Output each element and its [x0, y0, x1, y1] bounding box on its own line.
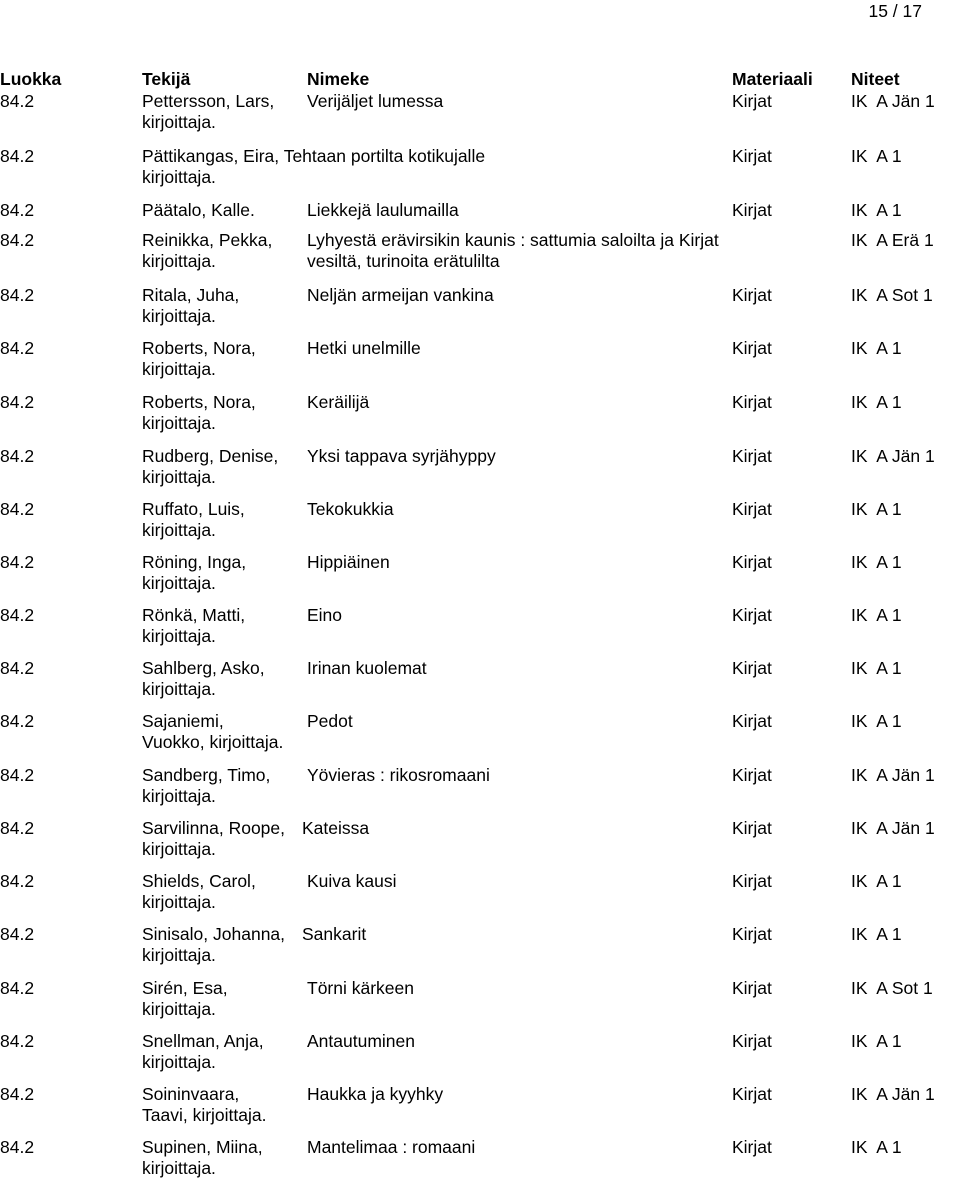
cell-luokka: 84.2	[0, 91, 35, 111]
cell-tekija-line2: kirjoittaja.	[142, 626, 216, 646]
cell-luokka: 84.2	[0, 871, 35, 891]
header-tekija: Tekijä	[142, 69, 191, 89]
table-row	[0, 818, 960, 866]
cell-niteet: IK A 1	[851, 499, 902, 519]
cell-tekija-line2: kirjoittaja.	[142, 112, 216, 132]
cell-tekija-line1: Roberts, Nora,	[142, 338, 256, 358]
cell-tekija-line2: kirjoittaja.	[142, 467, 216, 487]
cell-tekija-line2: Taavi, kirjoittaja.	[142, 1105, 267, 1125]
cell-tekija-line2: kirjoittaja.	[142, 573, 216, 593]
cell-tekija-line2: kirjoittaja.	[142, 839, 216, 859]
cell-tekija-line2: kirjoittaja.	[142, 1158, 216, 1178]
cell-luokka: 84.2	[0, 146, 35, 166]
cell-niteet: IK A 1	[851, 1137, 902, 1157]
cell-niteet: IK A Erä 1	[851, 230, 934, 250]
cell-nimeke-line1: Kateissa	[302, 818, 370, 838]
cell-luokka: 84.2	[0, 1084, 35, 1104]
header-luokka: Luokka	[0, 69, 62, 89]
cell-niteet: IK A 1	[851, 871, 902, 891]
cell-nimeke-line2: vesiltä, turinoita erätulilta	[307, 251, 500, 271]
cell-tekija-line1: Röning, Inga,	[142, 552, 247, 572]
cell-luokka: 84.2	[0, 605, 35, 625]
cell-niteet: IK A 1	[851, 392, 902, 412]
cell-niteet: IK A 1	[851, 146, 902, 166]
cell-nimeke-line1: Verijäljet lumessa	[307, 91, 444, 111]
table-row	[0, 711, 960, 759]
cell-nimeke-line1: Hippiäinen	[307, 552, 390, 572]
cell-tekija-line1: Shields, Carol,	[142, 871, 256, 891]
header-nimeke: Nimeke	[307, 69, 370, 89]
table-row	[0, 338, 960, 386]
header-materiaali: Materiaali	[732, 69, 813, 89]
cell-tekija-line1: Reinikka, Pekka,	[142, 230, 273, 250]
cell-tekija-line2: kirjoittaja.	[142, 999, 216, 1019]
cell-niteet: IK A 1	[851, 338, 902, 358]
cell-materiaali: Kirjat	[732, 392, 772, 412]
cell-nimeke-line1: Mantelimaa : romaani	[307, 1137, 476, 1157]
cell-luokka: 84.2	[0, 446, 35, 466]
table-row	[0, 924, 960, 972]
cell-niteet: IK A 1	[851, 200, 902, 220]
cell-nimeke-line1: Antautuminen	[307, 1031, 415, 1051]
cell-niteet: IK A Jän 1	[851, 91, 935, 111]
cell-tekija-line1: Rudberg, Denise,	[142, 446, 279, 466]
cell-materiaali: Kirjat	[732, 285, 772, 305]
cell-nimeke-line1: Eino	[307, 605, 343, 625]
page-number: 15 / 17	[868, 1, 922, 21]
cell-materiaali: Kirjat	[732, 605, 772, 625]
cell-materiaali: Kirjat	[732, 658, 772, 678]
cell-luokka: 84.2	[0, 978, 35, 998]
cell-nimeke-line1: Tekokukkia	[307, 499, 394, 519]
cell-tekija-line1: Sinisalo, Johanna,	[142, 924, 286, 944]
cell-tekija-line1: Sajaniemi,	[142, 711, 224, 731]
cell-luokka: 84.2	[0, 499, 35, 519]
table-row	[0, 658, 960, 706]
table-row	[0, 605, 960, 653]
cell-nimeke-line1: Pedot	[307, 711, 353, 731]
table-row	[0, 552, 960, 600]
cell-luokka: 84.2	[0, 285, 35, 305]
cell-luokka: 84.2	[0, 1031, 35, 1051]
cell-luokka: 84.2	[0, 765, 35, 785]
cell-tekija-line1: Sirén, Esa,	[142, 978, 228, 998]
cell-tekija-line1: Sahlberg, Asko,	[142, 658, 265, 678]
cell-nimeke-line1: Sankarit	[302, 924, 367, 944]
cell-tekija-line1: Pättikangas, Eira, Tehtaan portilta kotikujalle	[142, 146, 486, 166]
cell-tekija-line1: Päätalo, Kalle.	[142, 200, 255, 220]
cell-materiaali: Kirjat	[732, 1084, 772, 1104]
cell-niteet: IK A 1	[851, 924, 902, 944]
table-row	[0, 1137, 960, 1185]
cell-luokka: 84.2	[0, 711, 35, 731]
header-niteet: Niteet	[851, 69, 900, 89]
table-row	[0, 978, 960, 1026]
cell-nimeke-line1: Liekkejä laulumailla	[307, 200, 459, 220]
cell-materiaali: Kirjat	[732, 200, 772, 220]
cell-niteet: IK A 1	[851, 658, 902, 678]
table-row	[0, 230, 960, 278]
cell-tekija-line1: Soininvaara,	[142, 1084, 240, 1104]
cell-tekija-line2: kirjoittaja.	[142, 892, 216, 912]
cell-nimeke-line1: Törni kärkeen	[307, 978, 414, 998]
cell-tekija-line2: kirjoittaja.	[142, 1052, 216, 1072]
cell-luokka: 84.2	[0, 392, 35, 412]
cell-materiaali: Kirjat	[732, 818, 772, 838]
table-row	[0, 1084, 960, 1132]
cell-materiaali: Kirjat	[732, 338, 772, 358]
cell-materiaali: Kirjat	[732, 552, 772, 572]
cell-niteet: IK A 1	[851, 1031, 902, 1051]
table-row	[0, 1031, 960, 1079]
cell-materiaali: Kirjat	[732, 499, 772, 519]
cell-niteet: IK A Jän 1	[851, 1084, 935, 1104]
cell-tekija-line1: Ruffato, Luis,	[142, 499, 245, 519]
cell-tekija-line1: Roberts, Nora,	[142, 392, 256, 412]
cell-tekija-line2: kirjoittaja.	[142, 306, 216, 326]
cell-tekija-line1: Pettersson, Lars,	[142, 91, 275, 111]
cell-niteet: IK A Sot 1	[851, 978, 933, 998]
cell-nimeke-line1: Irinan kuolemat	[307, 658, 427, 678]
cell-tekija-line1: Supinen, Miina,	[142, 1137, 263, 1157]
cell-nimeke-line1: Haukka ja kyyhky	[307, 1084, 444, 1104]
cell-tekija-line1: Rönkä, Matti,	[142, 605, 246, 625]
cell-nimeke-line1: Kuiva kausi	[307, 871, 397, 891]
cell-niteet: IK A 1	[851, 711, 902, 731]
cell-tekija-line1: Sarvilinna, Roope,	[142, 818, 285, 838]
cell-tekija-line1: Sandberg, Timo,	[142, 765, 271, 785]
cell-materiaali: Kirjat	[732, 446, 772, 466]
cell-luokka: 84.2	[0, 1137, 35, 1157]
cell-niteet: IK A Jän 1	[851, 446, 935, 466]
table-row	[0, 499, 960, 547]
cell-tekija-line2: kirjoittaja.	[142, 786, 216, 806]
cell-materiaali: Kirjat	[732, 1031, 772, 1051]
cell-tekija-line2: Vuokko, kirjoittaja.	[142, 732, 284, 752]
cell-tekija-line2: kirjoittaja.	[142, 167, 216, 187]
cell-materiaali: Kirjat	[732, 1137, 772, 1157]
cell-luokka: 84.2	[0, 552, 35, 572]
table-row	[0, 285, 960, 333]
cell-tekija-line2: kirjoittaja.	[142, 413, 216, 433]
cell-luokka: 84.2	[0, 818, 35, 838]
cell-niteet: IK A Sot 1	[851, 285, 933, 305]
cell-tekija-line1: Snellman, Anja,	[142, 1031, 264, 1051]
cell-luokka: 84.2	[0, 200, 35, 220]
cell-tekija-line2: kirjoittaja.	[142, 945, 216, 965]
cell-tekija-line2: kirjoittaja.	[142, 251, 216, 271]
cell-materiaali: Kirjat	[732, 871, 772, 891]
table-row	[0, 765, 960, 813]
cell-nimeke-line1: Lyhyestä erävirsikin kaunis : sattumia saloilta ja Kirjat	[307, 230, 719, 250]
cell-materiaali: Kirjat	[732, 765, 772, 785]
cell-niteet: IK A Jän 1	[851, 765, 935, 785]
cell-luokka: 84.2	[0, 924, 35, 944]
table-row	[0, 392, 960, 440]
cell-materiaali: Kirjat	[732, 146, 772, 166]
table-row	[0, 91, 960, 139]
cell-tekija-line2: kirjoittaja.	[142, 359, 216, 379]
cell-tekija-line2: kirjoittaja.	[142, 520, 216, 540]
cell-niteet: IK A Jän 1	[851, 818, 935, 838]
cell-materiaali: Kirjat	[732, 91, 772, 111]
cell-nimeke-line1: Yövieras : rikosromaani	[307, 765, 490, 785]
table-row	[0, 146, 960, 194]
table-row	[0, 446, 960, 494]
cell-nimeke-line1: Neljän armeijan vankina	[307, 285, 494, 305]
cell-tekija-line2: kirjoittaja.	[142, 679, 216, 699]
cell-nimeke-line1: Yksi tappava syrjähyppy	[307, 446, 496, 466]
cell-luokka: 84.2	[0, 658, 35, 678]
cell-niteet: IK A 1	[851, 552, 902, 572]
cell-tekija-line1: Ritala, Juha,	[142, 285, 240, 305]
cell-luokka: 84.2	[0, 338, 35, 358]
cell-materiaali: Kirjat	[732, 711, 772, 731]
cell-materiaali: Kirjat	[732, 924, 772, 944]
cell-niteet: IK A 1	[851, 605, 902, 625]
cell-materiaali: Kirjat	[732, 978, 772, 998]
cell-luokka: 84.2	[0, 230, 35, 250]
table-row	[0, 871, 960, 919]
cell-nimeke-line1: Hetki unelmille	[307, 338, 421, 358]
cell-nimeke-line1: Keräilijä	[307, 392, 370, 412]
